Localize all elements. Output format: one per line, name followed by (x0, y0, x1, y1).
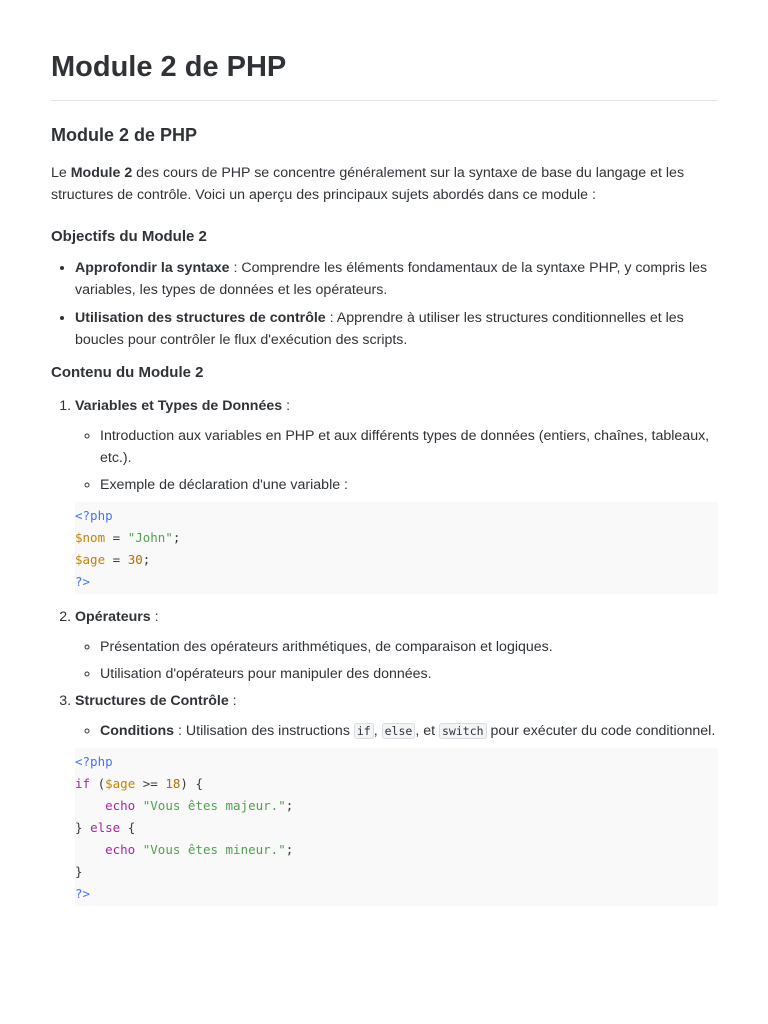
inline-code-else: else (382, 723, 416, 739)
conditions-bold: Conditions (100, 723, 175, 739)
objectives-heading: Objectifs du Module 2 (51, 228, 207, 245)
code-token: "John" (127, 530, 173, 545)
list-item: ◦ Introduction aux variables en PHP et aux différents types de données (entiers, chaînes, tableaux, etc.). (100, 425, 718, 469)
code-token: ; (172, 530, 181, 545)
conditions-sep: , et (415, 723, 439, 739)
code-token: 18 (165, 776, 181, 791)
code-token: = (105, 530, 128, 545)
intro-bold: Module 2 (70, 165, 133, 181)
code-token: $age (75, 552, 106, 567)
list-item (75, 257, 718, 301)
objective-bold: Utilisation des structures de contrôle (75, 310, 326, 326)
code-token: ; (285, 798, 294, 813)
code-indent (75, 842, 105, 857)
objective-text: : Apprendre à utiliser les structures conditionnelles et les boucles pour contrôler le flux d'exécution des scripts. (75, 310, 684, 348)
section-heading: Module 2 de PHP (51, 125, 198, 145)
code-token: ?> (75, 886, 91, 901)
intro-suffix: des cours de PHP se concentre généralement sur la syntaxe de base du langage et les structures de contrôle. Voici un aperçu des principaux sujets abordés dans ce module : (51, 165, 685, 203)
code-block-variables (75, 502, 718, 594)
code-token: if (75, 776, 91, 791)
content-section-title (75, 606, 718, 628)
list-item: ◦ Présentation des opérateurs arithmétiques, de comparaison et logiques. (100, 636, 718, 658)
section-title-suffix: : (150, 609, 159, 625)
conditions-text: pour exécuter du code conditionnel. (486, 723, 716, 739)
content-section-title (75, 395, 718, 417)
content-section (75, 395, 718, 594)
sub-list (75, 720, 718, 742)
sub-list (75, 636, 718, 685)
list-item: ◦ Utilisation d'opérateurs pour manipuler des données. (100, 663, 718, 685)
content-section-title (75, 690, 718, 712)
list-item: ◦ Exemple de déclaration d'une variable : (100, 474, 718, 496)
conditions-text: : Utilisation des instructions (174, 723, 354, 739)
content-section (75, 690, 718, 906)
section-title-bold: Variables et Types de Données (75, 398, 283, 414)
code-token: { (120, 820, 136, 835)
code-token: "Vous êtes majeur." (142, 798, 286, 813)
code-token: } (75, 864, 83, 879)
content-heading: Contenu du Module 2 (51, 364, 204, 381)
objectives-list (51, 257, 718, 351)
code-token: ?> (75, 574, 91, 589)
code-token: $age (105, 776, 136, 791)
conditions-sep: , (373, 723, 382, 739)
code-token: = (105, 552, 128, 567)
code-token: $nom (75, 530, 106, 545)
content-section (75, 606, 718, 685)
code-token: >= (135, 776, 166, 791)
section-title-bold: Structures de Contrôle (75, 693, 229, 709)
intro-paragraph (51, 162, 718, 206)
code-token: <?php (75, 754, 113, 769)
section-title-suffix: : (228, 693, 237, 709)
code-token: ) { (180, 776, 203, 791)
inline-code-switch: switch (439, 723, 487, 739)
code-token: } (75, 820, 91, 835)
inline-code-if: if (354, 723, 374, 739)
page-title: Module 2 de PHP (51, 48, 718, 101)
section-title-bold: Opérateurs (75, 609, 151, 625)
code-token: ( (90, 776, 106, 791)
code-token: echo (105, 842, 136, 857)
code-token: echo (105, 798, 136, 813)
intro-prefix: Le (51, 165, 71, 181)
code-token: "Vous êtes mineur." (142, 842, 286, 857)
code-block-conditions (75, 748, 718, 906)
list-item (75, 307, 718, 351)
objective-text: : Comprendre les éléments fondamentaux de la syntaxe PHP, y compris les variables, les types de données et les opérateurs. (75, 260, 708, 298)
code-token: <?php (75, 508, 113, 523)
code-token: else (90, 820, 121, 835)
section-title-suffix: : (282, 398, 291, 414)
content-list (51, 395, 718, 906)
list-item (100, 720, 718, 742)
objective-bold: Approfondir la syntaxe (75, 260, 230, 276)
code-token: 30 (127, 552, 143, 567)
sub-list (75, 425, 718, 496)
code-token: ; (142, 552, 151, 567)
code-token: ; (285, 842, 294, 857)
code-indent (75, 798, 105, 813)
